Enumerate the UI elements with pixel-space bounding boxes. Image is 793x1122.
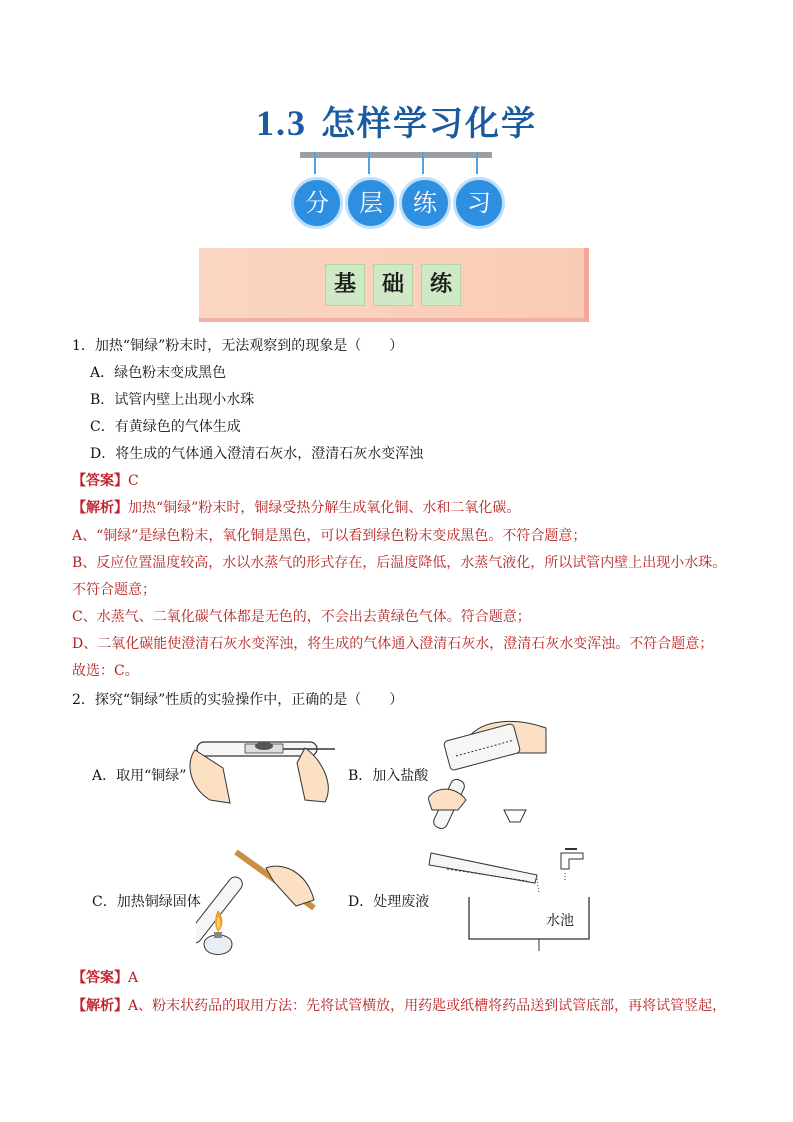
divider-tick [314,152,316,174]
badge-circle: 习 [453,177,505,229]
q1-stem: 1．加热“铜绿”粉末时，无法观察到的现象是（ ） [72,338,404,354]
badge-circle: 练 [399,177,451,229]
q2-option-b: B．加入盐酸 [348,768,429,784]
badge-circle: 层 [345,177,397,229]
q2-stem: 2．探究“铜绿”性质的实验操作中，正确的是（ ） [72,692,404,708]
answer-value: A [128,970,139,986]
q2-analysis [72,996,726,1016]
q2-option-c: C．加热铜绿固体 [92,894,201,910]
page-title [0,96,793,145]
q1-analysis-line: 不符合题意； [72,582,156,598]
answer-label: 【答案】 [72,473,128,489]
q1-answer [72,471,139,491]
figure-add-acid [428,718,550,836]
q1-analysis-line: C、水蒸气、二氧化碳气体都是无色的，不会出去黄绿色气体。符合题意； [72,609,531,625]
section-char: 基 [325,264,365,306]
sink-label: 水池 [546,913,574,929]
section-number: 1.3 [256,103,307,143]
divider-tick [368,152,370,174]
q1-analysis-line: B、反应位置温度较高，水以水蒸气的形式存在，后温度降低，水蒸气液化，所以试管内壁上出现小水珠。 [72,555,727,571]
section-char: 练 [421,264,461,306]
answer-value: C [128,473,139,489]
divider-tick [422,152,424,174]
q1-analysis-line: D、二氧化碳能使澄清石灰水变浑浊，将生成的气体通入澄清石灰水，澄清石灰水变浑浊。不符合题意； [72,636,714,652]
analysis-text: A、粉末状药品的取用方法：先将试管横放，用药匙或纸槽将药品送到试管底部，再将试管竖起， [128,998,727,1014]
q1-analysis [72,498,520,518]
q1-option: C．有黄绿色的气体生成 [90,419,241,435]
badge-circle: 分 [291,177,343,229]
figure-dispose-waste [427,845,595,953]
q1-analysis-line: 故选：C。 [72,663,139,679]
section-char: 础 [373,264,413,306]
q1-option: A．绿色粉末变成黑色 [90,365,227,381]
q1-option: B．试管内壁上出现小水珠 [90,392,255,408]
q2-answer [72,968,138,988]
divider-tick [476,152,478,174]
q2-option-d: D．处理废液 [348,894,430,910]
figure-powder-sampling [185,728,350,808]
q2-option-a: A．取用“铜绿” [92,768,187,784]
q1-analysis-line: A、“铜绿”是绿色粉末，氧化铜是黑色，可以看到绿色粉末变成黑色。不符合题意； [72,528,587,544]
figure-heat-solid [196,840,321,964]
q1-option: D．将生成的气体通入澄清石灰水，澄清石灰水变浑浊 [90,446,424,462]
section-title: 怎样学习化学 [321,104,537,144]
analysis-label: 【解析】 [72,998,128,1014]
title-divider [300,152,492,158]
analysis-label: 【解析】 [72,500,128,516]
analysis-text: 加热“铜绿”粉末时，铜绿受热分解生成氧化铜、水和二氧化碳。 [128,500,521,516]
answer-label: 【答案】 [72,970,128,986]
